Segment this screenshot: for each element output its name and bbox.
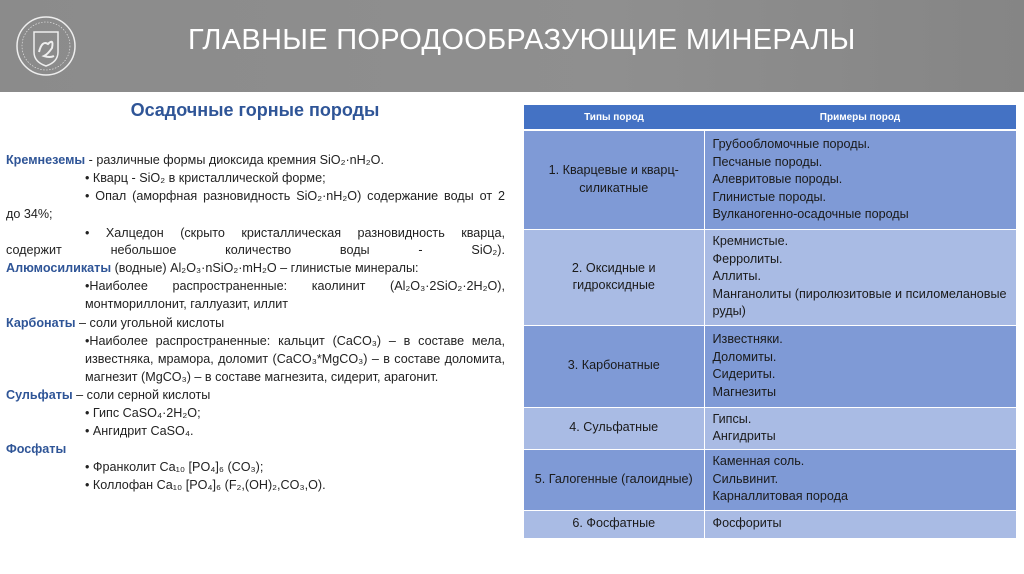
section-heading: Осадочные горные породы [130, 100, 380, 120]
table-row [524, 407, 1016, 449]
line-text: •Наиболее распространенные: каолинит (Al₂O₃·2SiO₂·2H₂O), [85, 279, 505, 293]
line-text: • Гипс CaSO₄·2H₂O; [85, 406, 201, 420]
table-row [524, 510, 1016, 538]
line-text: • Кварц - SiO₂ в кристаллической форме; [85, 171, 326, 185]
line-text: • Коллофан Ca₁₀ [PO₄]₆ (F₂,(OH)₂,CO₃,O). [85, 478, 326, 492]
line-text: известняка, мрамора, доломит (CaCO₃*MgCO₃) – в составе доломита, [85, 352, 505, 366]
text-line [85, 169, 326, 187]
line-text: содержит небольшое количество воды - SiO₂). [6, 243, 505, 257]
rock-types-table [524, 105, 1016, 539]
line-text: – соли серной кислоты [72, 388, 211, 402]
rock-type-cell: 5. Галогенные (галоидные) [524, 449, 704, 510]
rock-type-cell: 4. Сульфатные [524, 407, 704, 449]
line-text: • Франколит Ca₁₀ [PO₄]₆ (CO₃); [85, 460, 264, 474]
table-row [524, 325, 1016, 407]
text-line [85, 404, 201, 422]
rock-type-cell: 1. Кварцевые и кварц-силикатные [524, 130, 704, 229]
text-line [85, 350, 505, 368]
rock-type-cell: 3. Карбонатные [524, 325, 704, 407]
line-text: • Опал (аморфная разновидность SiO₂·nH₂O) содержание воды от 2 [85, 189, 505, 203]
line-text: • Халцедон (скрыто кристаллическая разновидность кварца, [85, 226, 505, 240]
text-line [6, 314, 224, 332]
text-line [85, 295, 288, 313]
column-header-types: Типы пород [524, 105, 704, 130]
rock-examples-cell: Известняки. Доломиты. Сидериты. Магнезиты [704, 325, 1016, 407]
mineral-class-label: Алюмосиликаты [6, 261, 112, 275]
header-bar [0, 0, 1024, 92]
rock-examples-cell: Кремнистые. Ферролиты. Аллиты. Манганолиты (пиролюзитовые и псиломелановые руды) [704, 229, 1016, 325]
table-row [524, 130, 1016, 229]
table-row [524, 229, 1016, 325]
rock-examples-cell: Грубообломочные породы. Песчаные породы. Алевритовые породы. Глинистые породы. Вулканогенно-осадочные породы [704, 130, 1016, 229]
line-text: •Наиболее распространенные: кальцит (CaCO₃) – в составе мела, [85, 334, 505, 348]
text-line [6, 259, 419, 277]
page-title: ГЛАВНЫЕ ПОРОДООБРАЗУЮЩИЕ МИНЕРАЛЫ [188, 24, 856, 56]
line-text: до 34%; [6, 207, 53, 221]
university-logo-icon [14, 14, 78, 78]
text-line [85, 332, 505, 350]
column-header-examples: Примеры пород [704, 105, 1016, 130]
rock-type-cell: 2. Оксидные и гидроксидные [524, 229, 704, 325]
text-line [85, 277, 505, 295]
line-text: – соли угольной кислоты [75, 316, 225, 330]
line-text: - различные формы диоксида кремния SiO₂·nH₂O. [85, 153, 384, 167]
mineral-class-label: Фосфаты [6, 442, 67, 456]
text-line [6, 386, 210, 404]
mineral-class-label: Кремнеземы [6, 153, 86, 167]
text-line [6, 205, 53, 223]
table-row [524, 449, 1016, 510]
line-text: монтмориллонит, галлуазит, иллит [85, 297, 289, 311]
line-text: • Ангидрит CaSO₄. [85, 424, 194, 438]
text-line [85, 476, 326, 494]
mineral-class-label: Карбонаты [6, 316, 76, 330]
text-line [85, 224, 505, 242]
rock-type-cell: 6. Фосфатные [524, 510, 704, 538]
text-line [6, 241, 505, 259]
text-line [6, 151, 506, 169]
text-line [6, 440, 66, 458]
text-line [85, 187, 505, 205]
mineral-class-label: Сульфаты [6, 388, 73, 402]
rock-examples-cell: Фосфориты [704, 510, 1016, 538]
text-line [85, 458, 263, 476]
text-line [85, 368, 438, 386]
rock-examples-cell: Гипсы. Ангидриты [704, 407, 1016, 449]
text-line [85, 422, 193, 440]
line-text: магнезит (MgCO₃) – в составе магнезита, сидерит, арагонит. [85, 370, 439, 384]
rock-examples-cell: Каменная соль. Сильвинит. Карналлитовая порода [704, 449, 1016, 510]
line-text: (водные) Al₂O₃·nSiO₂·mH₂O – глинистые минералы: [111, 261, 419, 275]
